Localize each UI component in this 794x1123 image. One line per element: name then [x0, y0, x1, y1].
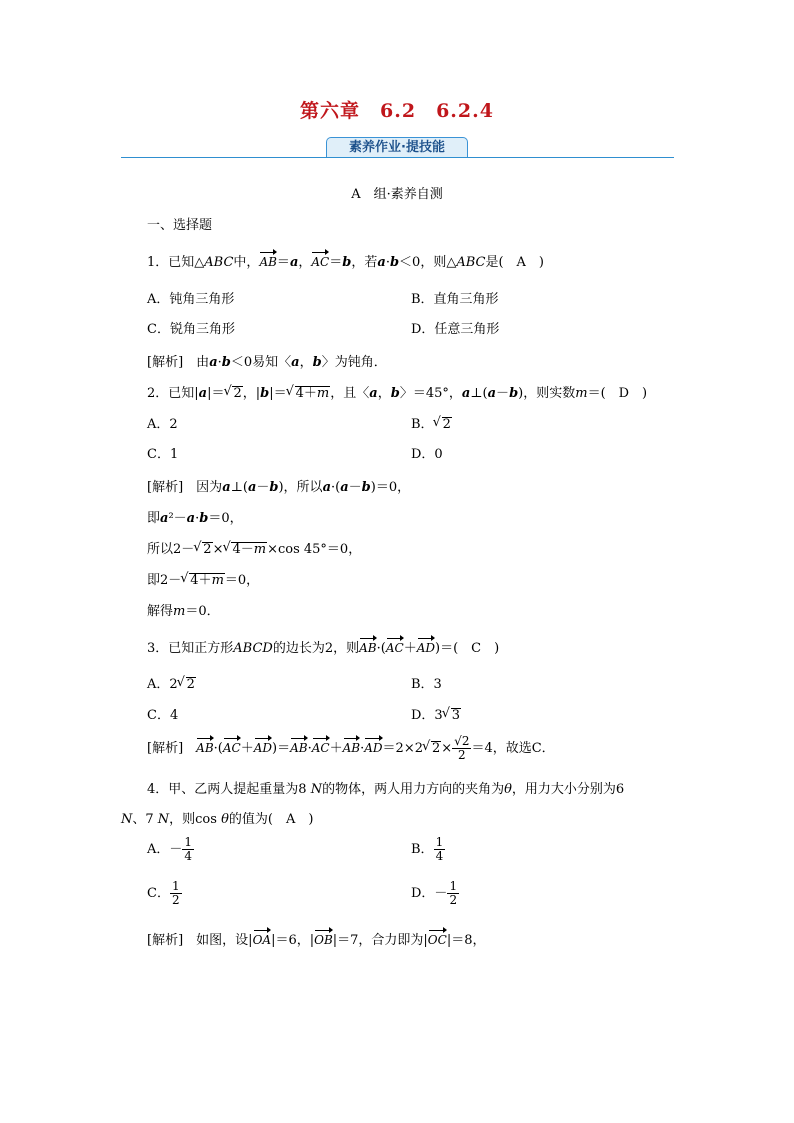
q2-solution-line-3: 所以2－√ 2×√ 4－m×cos 45°＝0， [147, 538, 361, 557]
q3-option-c: C．4 [147, 708, 179, 723]
q1-option-d: D．任意三角形 [411, 322, 500, 337]
section-banner: 素养作业·提技能 [326, 137, 468, 158]
q2-option-b: B．√ 2 [411, 413, 452, 432]
question-3-stem: 3．已知正方形ABCD的边长为2，则AB·(AC＋AD)＝( C ) [147, 641, 500, 656]
q4-option-a: A．－ $\frac{1}{4}$ [147, 835, 193, 863]
group-heading: A 组·素养自测 [351, 187, 443, 202]
q4-option-d: D．－ $\frac{1}{2}$ [411, 879, 458, 907]
q1-option-c: C．锐角三角形 [147, 322, 235, 337]
q1-option-a: A．钝角三角形 [147, 292, 235, 307]
page-title: 第六章 6.2 6.2.4 [300, 100, 494, 122]
q4-option-c: C． $\frac{1}{2}$ [147, 879, 180, 907]
q1-solution: [解析] 由a·b＜0易知〈a，b〉为钝角． [147, 355, 387, 370]
q2-option-d: D．0 [411, 447, 443, 462]
question-1-stem: 1．已知△ABC中，AB＝a，AC＝b，若a·b＜0，则△ABC是( A ) [147, 255, 545, 270]
header-rule [121, 157, 674, 158]
q2-solution-line-5: 解得m＝0． [147, 604, 220, 619]
q2-solution-line-4: 即2－√ 4＋m＝0， [147, 569, 259, 588]
question-4-stem-line-2: N、7 N，则cos θ的值为( A ) [121, 812, 314, 827]
q4-option-b: B． $\frac{1}{4}$ [411, 835, 444, 863]
q3-solution: [解析] AB·(AC＋AD)＝AB·AC＋AB·AD＝2×2√ 2× $\frac{√2}{2}$ ＝4，故选C． [147, 735, 555, 762]
q3-option-d: D．3√ 3 [411, 704, 461, 723]
q2-solution-line-2: 即a²－a·b＝0， [147, 511, 243, 526]
q3-option-a: A．2√ 2 [147, 673, 196, 692]
q2-option-a: A．2 [147, 417, 178, 432]
q2-solution-line-1: [解析] 因为a⊥(a－b)，所以a·(a－b)＝0， [147, 480, 411, 495]
question-2-stem: 2．已知|a|＝√ 2，|b|＝√ 4＋m，且〈a，b〉＝45°，a⊥(a－b)，则实数m＝( D ) [147, 382, 647, 401]
q2-option-c: C．1 [147, 447, 179, 462]
section-heading: 一、选择题 [147, 218, 213, 233]
q4-solution: [解析] 如图，设|OA|＝6，|OB|＝7，合力即为|OC|＝8， [147, 933, 486, 948]
q1-option-b: B．直角三角形 [411, 292, 499, 307]
q3-option-b: B．3 [411, 677, 442, 692]
question-4-stem-line-1: 4．甲、乙两人提起重量为8 N的物体，两人用力方向的夹角为θ，用力大小分别为6 [147, 782, 625, 797]
